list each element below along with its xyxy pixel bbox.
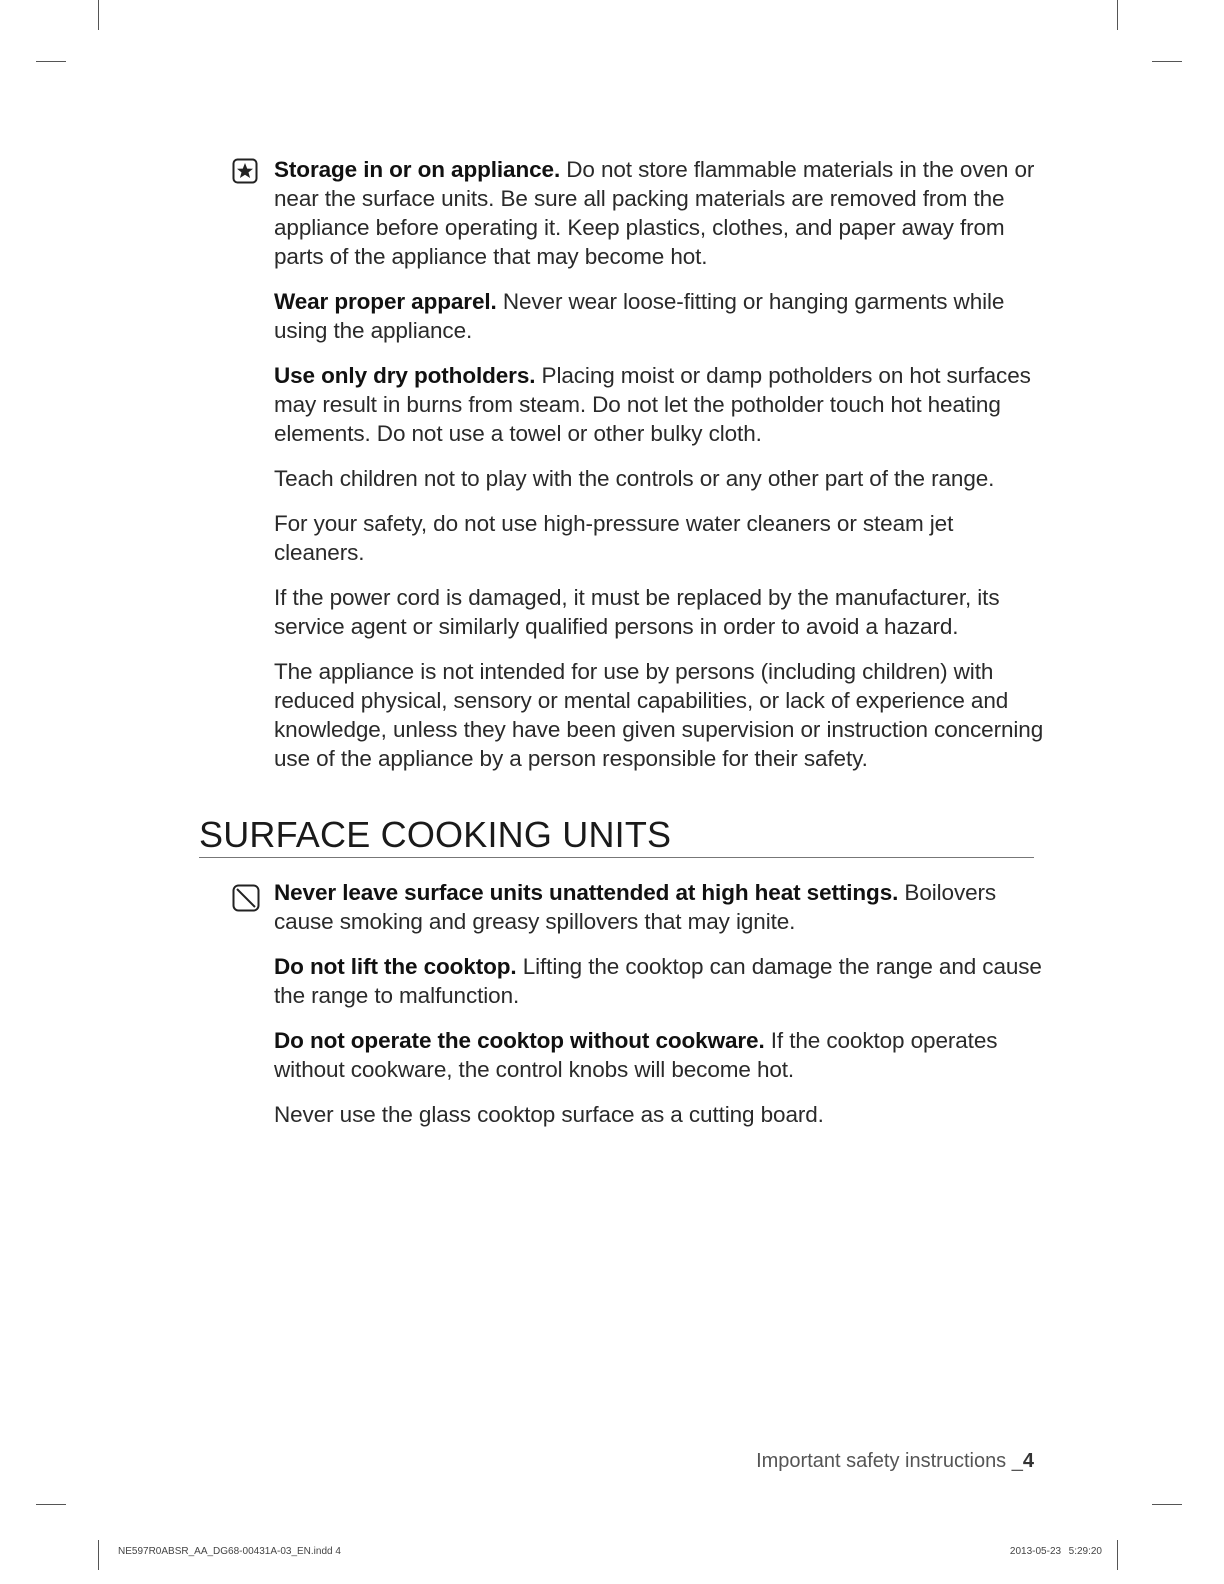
page-number: 4 (1022, 1450, 1034, 1472)
crop-mark (36, 1504, 66, 1505)
item-heading: Wear proper apparel. (274, 289, 497, 314)
safety-item (274, 509, 1044, 567)
safety-item (274, 1026, 1044, 1084)
item-heading: Storage in or on appliance. (274, 157, 561, 182)
safety-list-general (274, 155, 1044, 789)
safety-item (274, 464, 1044, 493)
item-text: Never wear loose-fitting or hanging garments while using the appliance. (274, 289, 1005, 343)
item-text: If the cooktop operates without cookware, the control knobs will become hot. (274, 1028, 998, 1082)
item-text: If the power cord is damaged, it must be replaced by the manufacturer, its service agent or similarly qualified persons in order to avoid a hazard. (274, 585, 1000, 639)
crop-mark (1152, 61, 1182, 62)
item-text: Lifting the cooktop can damage the range and cause the range to malfunction. (274, 954, 1042, 1008)
item-text: The appliance is not intended for use by persons (including children) with reduced physical, sensory or mental capabilities, or lack of experience and knowledge, unless they have been given supervision or instruction concerning use of the appliance by a person responsible for their safety. (274, 659, 1044, 771)
item-text: Placing moist or damp potholders on hot surfaces may result in burns from steam. Do not let the potholder touch hot heating elements. Do not use a towel or other bulky cloth. (274, 363, 1031, 446)
item-heading: Do not lift the cooktop. (274, 954, 517, 979)
page-footer (756, 1450, 1034, 1473)
safety-item (274, 287, 1044, 345)
crop-mark (1152, 1504, 1182, 1505)
safety-item (274, 952, 1044, 1010)
crop-mark (36, 61, 66, 62)
item-text: For your safety, do not use high-pressure water cleaners or steam jet cleaners. (274, 511, 954, 565)
crop-mark (98, 1540, 99, 1570)
crop-mark (98, 0, 99, 30)
section-title: SURFACE COOKING UNITS (199, 813, 1034, 858)
item-text: Teach children not to play with the controls or any other part of the range. (274, 466, 995, 491)
crop-mark (1117, 0, 1118, 30)
safety-list-surface-cooking (274, 878, 1044, 1145)
footer-label: Important safety instructions _ (756, 1450, 1023, 1472)
safety-item (274, 361, 1044, 448)
no-symbol-box-icon (232, 884, 258, 910)
item-text: Boilovers cause smoking and greasy spillovers that may ignite. (274, 880, 997, 934)
print-slug-file: NE597R0ABSR_AA_DG68-00431A-03_EN.indd 4 (118, 1546, 341, 1557)
crop-mark (1117, 1540, 1118, 1570)
safety-item (274, 878, 1044, 936)
print-slug-date: 2013-05-23 5:29:20 (1009, 1546, 1102, 1557)
item-heading: Never leave surface units unattended at high heat settings. (274, 880, 899, 905)
safety-item (274, 1100, 1044, 1129)
item-heading: Use only dry potholders. (274, 363, 536, 388)
safety-item (274, 583, 1044, 641)
item-heading: Do not operate the cooktop without cookware. (274, 1028, 765, 1053)
item-text: Never use the glass cooktop surface as a cutting board. (274, 1102, 824, 1127)
star-box-icon (232, 158, 258, 184)
safety-item (274, 657, 1044, 773)
item-text: Do not store flammable materials in the oven or near the surface units. Be sure all packing materials are removed from the appliance before operating it. Keep plastics, clothes, and paper away from parts of the appliance that may become hot. (274, 157, 1035, 269)
safety-item (274, 155, 1044, 271)
